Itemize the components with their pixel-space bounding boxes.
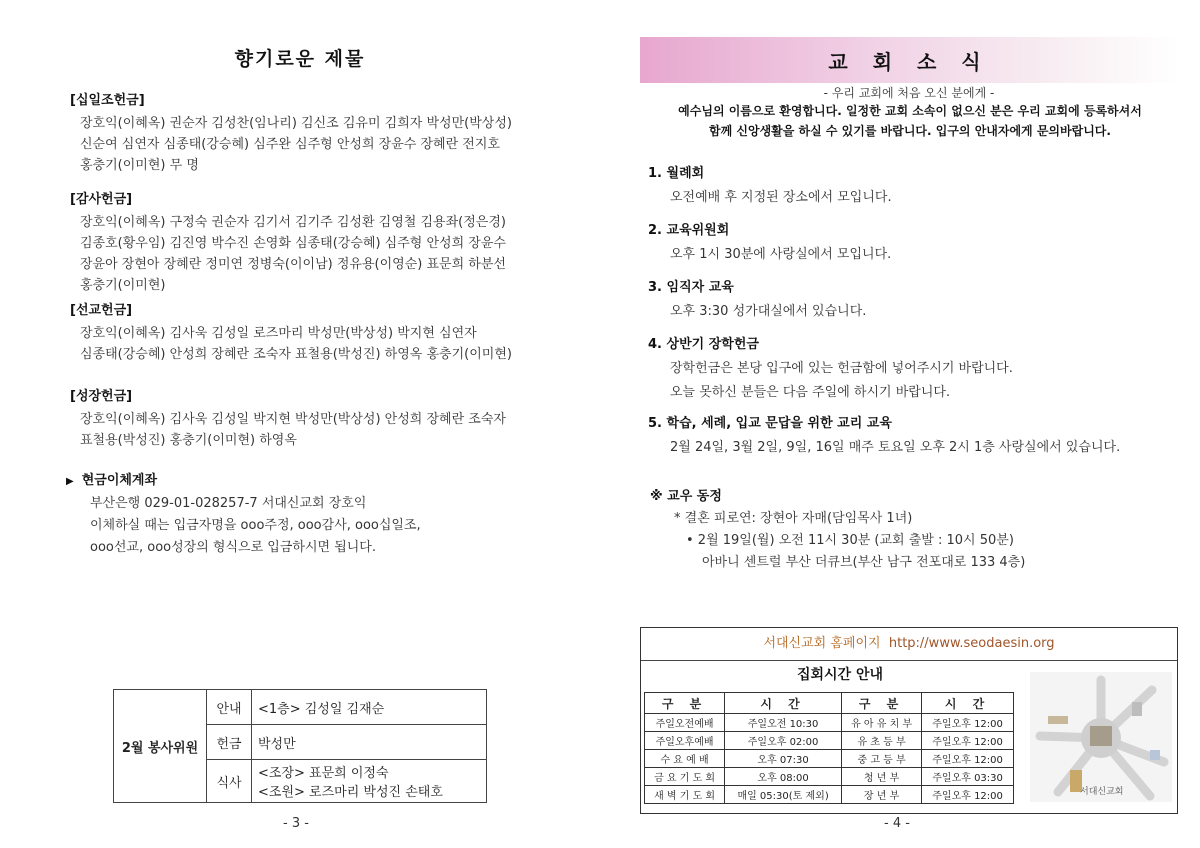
section-line: 홍충기(이미현) 무 명 bbox=[80, 158, 199, 173]
transfer-heading: 현금이체계좌 bbox=[81, 473, 158, 488]
transfer-line: 이체하실 때는 입금자명을 ooo주정, ooo감사, ooo십일조, bbox=[90, 518, 421, 533]
schedule-cell: 주일오후예배 bbox=[645, 732, 725, 750]
news-item bbox=[648, 164, 1168, 208]
schedule-cell: 금 요 기 도 회 bbox=[645, 768, 725, 786]
right-page-title: 교 회 소 식 bbox=[828, 50, 990, 74]
volunteer-role: 헌금 bbox=[207, 725, 252, 760]
schedule-cell: 수 요 예 배 bbox=[645, 750, 725, 768]
member-news-line: • 2월 19일(월) 오전 11시 30분 (교회 출발 : 10시 50분) bbox=[686, 533, 1014, 548]
news-line: 오전예배 후 지정된 장소에서 모입니다. bbox=[670, 190, 892, 205]
schedule-cell: 주일오후 12:00 bbox=[922, 750, 1014, 768]
schedule-cell: 주일오전 10:30 bbox=[725, 714, 842, 732]
table-row bbox=[645, 714, 1014, 732]
section-line: 심종태(강승혜) 안성희 장혜란 조숙자 표철용(박성진) 하영옥 홍충기(이미현) bbox=[80, 347, 512, 362]
welcome-heading: - 우리 교회에 처음 오신 분에게 - bbox=[823, 86, 995, 100]
news-item bbox=[648, 221, 1168, 265]
news-item bbox=[648, 414, 1168, 458]
news-heading: 4. 상반기 장학헌금 bbox=[648, 337, 759, 352]
schedule-cell: 오후 07:30 bbox=[725, 750, 842, 768]
schedule-header: 구 분 bbox=[842, 693, 922, 714]
schedule-cell: 주일오전예배 bbox=[645, 714, 725, 732]
schedule-cell: 중 고 등 부 bbox=[842, 750, 922, 768]
table-row bbox=[645, 732, 1014, 750]
church-location-map-icon bbox=[1030, 672, 1172, 802]
welcome-message bbox=[660, 101, 1160, 141]
thanks-section bbox=[70, 189, 540, 296]
member-news-heading: ※ 교우 동정 bbox=[650, 489, 722, 504]
page-number-left: - 3 - bbox=[283, 816, 309, 831]
member-news-line: * 결혼 피로연: 장현아 자매(담임목사 1녀) bbox=[674, 511, 913, 526]
section-line: 표철용(박성진) 홍충기(이미현) 하영옥 bbox=[80, 433, 297, 448]
schedule-title: 집회시간 안내 bbox=[796, 667, 884, 683]
volunteer-names-line: <조장> 표문희 이정숙 bbox=[258, 766, 389, 781]
schedule-cell: 새 벽 기 도 회 bbox=[645, 786, 725, 804]
news-heading: 3. 임직자 교육 bbox=[648, 280, 734, 295]
section-heading: [감사헌금] bbox=[70, 192, 133, 207]
transfer-line: 부산은행 029-01-028257-7 서대신교회 장호익 bbox=[90, 496, 367, 511]
news-heading: 5. 학습, 세례, 입교 문답을 위한 교리 교육 bbox=[648, 416, 892, 431]
section-line: 홍충기(이미현) bbox=[80, 278, 166, 293]
news-line: 2월 24일, 3월 2일, 9일, 16일 매주 토요일 오후 2시 1층 사랑실에서 있습니다. bbox=[670, 440, 1121, 455]
news-item bbox=[648, 278, 1168, 322]
schedule-cell: 매일 05:30(토 제외) bbox=[725, 786, 842, 804]
homepage-line bbox=[641, 627, 1177, 661]
volunteer-group-label: 2월 봉사위원 bbox=[114, 690, 207, 803]
volunteer-names: 박성만 bbox=[252, 725, 487, 760]
volunteer-table bbox=[113, 689, 487, 803]
news-line: 오늘 못하신 분들은 다음 주일에 하시기 바랍니다. bbox=[670, 385, 951, 400]
section-line: 김종호(황우임) 김진영 박수진 손영화 심종태(강승혜) 심주형 안성희 장윤수 bbox=[80, 236, 506, 251]
news-heading: 2. 교육위원회 bbox=[648, 223, 730, 238]
news-item bbox=[648, 335, 1168, 403]
section-line: 장윤아 장현아 장혜란 정미연 정병숙(이이남) 정유용(이영순) 표문희 하분선 bbox=[80, 257, 506, 272]
table-row bbox=[645, 768, 1014, 786]
schedule-cell: 주일오후 12:00 bbox=[922, 786, 1014, 804]
map-church-label: 서대신교회 bbox=[1080, 787, 1124, 797]
section-line: 장호익(이혜옥) 권순자 김성찬(임나리) 김신조 김유미 김희자 박성만(박상성) bbox=[80, 116, 512, 131]
transfer-line: ooo선교, ooo성장의 형식으로 입금하시면 됩니다. bbox=[90, 540, 377, 555]
volunteer-role: 안내 bbox=[207, 690, 252, 725]
schedule-header: 시 간 bbox=[725, 693, 842, 714]
section-heading: [선교헌금] bbox=[70, 303, 133, 318]
left-page-title: 향기로운 제물 bbox=[234, 48, 366, 70]
news-heading: 1. 월례회 bbox=[648, 166, 705, 181]
schedule-header: 구 분 bbox=[645, 693, 725, 714]
mission-section bbox=[70, 300, 540, 365]
triangle-bullet-icon: ▶ bbox=[66, 476, 74, 487]
schedule-cell: 장 년 부 bbox=[842, 786, 922, 804]
welcome-line: 함께 신앙생활을 하실 수 있기를 바랍니다. 입구의 안내자에게 문의바랍니다. bbox=[709, 124, 1111, 138]
schedule-cell: 청 년 부 bbox=[842, 768, 922, 786]
section-line: 장호익(이혜옥) 김사욱 김성일 박지현 박성만(박상성) 안성희 장혜란 조숙자 bbox=[80, 412, 506, 427]
welcome-line: 예수님의 이름으로 환영합니다. 일정한 교회 소속이 없으신 분은 우리 교회에 등록하셔서 bbox=[678, 104, 1142, 118]
schedule-cell: 주일오후 02:00 bbox=[725, 732, 842, 750]
schedule-cell: 유 초 등 부 bbox=[842, 732, 922, 750]
page-number-right: - 4 - bbox=[884, 816, 910, 831]
schedule-cell: 주일오후 03:30 bbox=[922, 768, 1014, 786]
section-line: 신순여 심연자 심종태(강승혜) 심주완 심주형 안성희 장윤수 장혜란 전지호 bbox=[80, 137, 500, 152]
volunteer-names-line: <조원> 로즈마리 박성진 손태호 bbox=[258, 785, 443, 800]
section-heading: [성장헌금] bbox=[70, 389, 133, 404]
member-news-line: 아바니 센트럴 부산 더큐브(부산 남구 전포대로 133 4층) bbox=[702, 555, 1026, 570]
volunteer-names: <1층> 김성일 김재순 bbox=[252, 690, 487, 725]
news-line: 오후 1시 30분에 사랑실에서 모입니다. bbox=[670, 247, 892, 262]
news-line: 오후 3:30 성가대실에서 있습니다. bbox=[670, 304, 867, 319]
table-row bbox=[645, 750, 1014, 768]
tithe-section bbox=[70, 90, 540, 176]
growth-section bbox=[70, 386, 540, 451]
section-heading: [십일조헌금] bbox=[70, 93, 145, 108]
schedule-cell: 오후 08:00 bbox=[725, 768, 842, 786]
homepage-link[interactable]: http://www.seodaesin.org bbox=[888, 636, 1055, 651]
news-line: 장학헌금은 본당 입구에 있는 헌금함에 넣어주시기 바랍니다. bbox=[670, 361, 1013, 376]
homepage-label: 서대신교회 홈페이지 bbox=[763, 636, 881, 651]
section-line: 장호익(이혜옥) 김사욱 김성일 로즈마리 박성만(박상성) 박지현 심연자 bbox=[80, 326, 477, 341]
section-line: 장호익(이혜옥) 구정숙 권순자 김기서 김기주 김성환 김영철 김용좌(정은경) bbox=[80, 215, 506, 230]
schedule-cell: 유 아 유 치 부 bbox=[842, 714, 922, 732]
transfer-account-block bbox=[66, 470, 536, 558]
table-row bbox=[645, 786, 1014, 804]
schedule-cell: 주일오후 12:00 bbox=[922, 714, 1014, 732]
volunteer-role: 식사 bbox=[207, 760, 252, 803]
schedule-header: 시 간 bbox=[922, 693, 1014, 714]
schedule-table bbox=[644, 692, 1014, 804]
schedule-cell: 주일오후 12:00 bbox=[922, 732, 1014, 750]
volunteer-names bbox=[252, 760, 487, 803]
member-news-block bbox=[650, 486, 1170, 574]
